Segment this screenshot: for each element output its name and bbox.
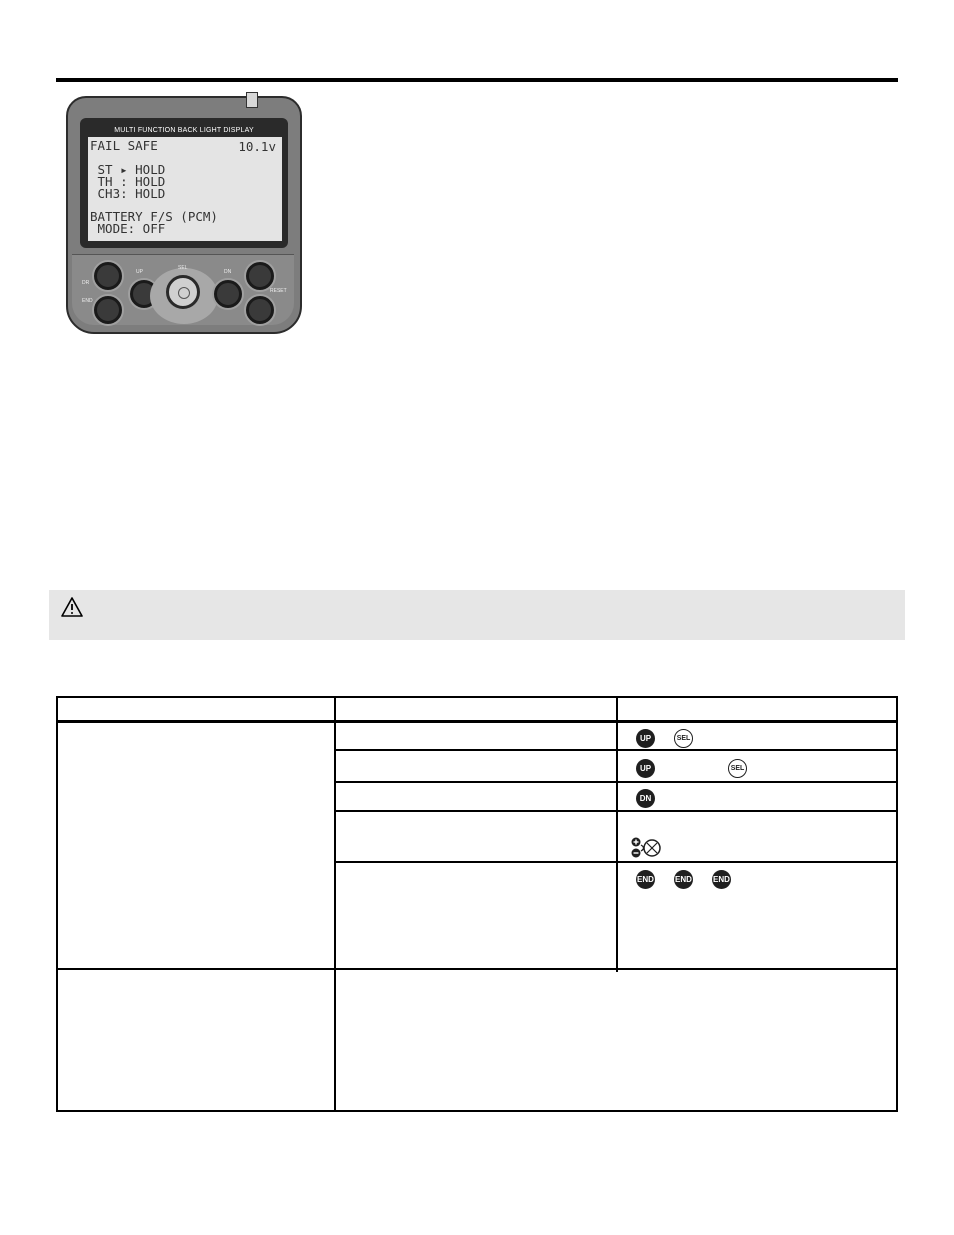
device-dn-button[interactable] — [214, 280, 242, 308]
lcd-screen — [88, 137, 282, 241]
device-reset-button[interactable] — [246, 296, 274, 324]
dn-label: DN — [224, 269, 232, 275]
device-right-top-button[interactable] — [246, 262, 274, 290]
row-divider-4 — [336, 861, 896, 863]
end-button-icon: END — [674, 870, 693, 889]
table-top-border — [56, 696, 898, 698]
warning-box — [49, 590, 905, 640]
dpad-center — [178, 287, 190, 299]
end-button-icon: END — [712, 870, 731, 889]
table-left-border — [56, 696, 58, 1112]
screen-voltage: 10.1v — [238, 139, 276, 154]
procedure-table — [56, 696, 898, 1112]
screen-row-st: ST ▸ HOLD — [90, 162, 166, 177]
section-divider — [56, 968, 898, 970]
end-label: END — [82, 298, 93, 304]
transmitter-illustration — [66, 92, 304, 336]
table-bottom-border — [56, 1110, 898, 1112]
row-divider-2 — [336, 781, 896, 783]
dr-label: DR — [82, 280, 90, 286]
table-right-border — [896, 696, 898, 1112]
table-header-divider — [56, 720, 898, 723]
screen-row-th: TH : HOLD — [90, 174, 166, 189]
table-col-divider-1 — [334, 696, 336, 1112]
screen-row-ch3: CH3: HOLD — [90, 186, 166, 201]
dn-button-icon: DN — [636, 789, 655, 808]
end-button-icon: END — [636, 870, 655, 889]
device-dr-button[interactable] — [94, 262, 122, 290]
device-sel-dpad[interactable] — [166, 275, 200, 309]
dial-plus-minus-icon — [630, 837, 662, 859]
sel-label: SEL — [178, 265, 188, 271]
sel-button-icon: SEL — [728, 759, 747, 778]
table-col-divider-2 — [616, 696, 618, 972]
device-end-button[interactable] — [94, 296, 122, 324]
reset-label: RESET — [270, 288, 287, 294]
up-button-icon: UP — [636, 759, 655, 778]
sel-button-icon: SEL — [674, 729, 693, 748]
screen-title: FAIL SAFE — [90, 138, 158, 153]
up-button-icon: UP — [636, 729, 655, 748]
top-rule — [56, 78, 898, 82]
warning-triangle-icon — [61, 597, 83, 617]
lcd-bezel — [80, 118, 288, 248]
up-label: UP — [136, 269, 143, 275]
row-divider-3 — [336, 810, 896, 812]
led-indicator — [246, 92, 258, 108]
screen-battery-line: BATTERY F/S (PCM) — [90, 209, 218, 224]
row-divider-1 — [336, 749, 896, 751]
display-caption: MULTI FUNCTION BACK LIGHT DISPLAY — [114, 127, 254, 134]
screen-mode-line: MODE: OFF — [90, 221, 166, 236]
